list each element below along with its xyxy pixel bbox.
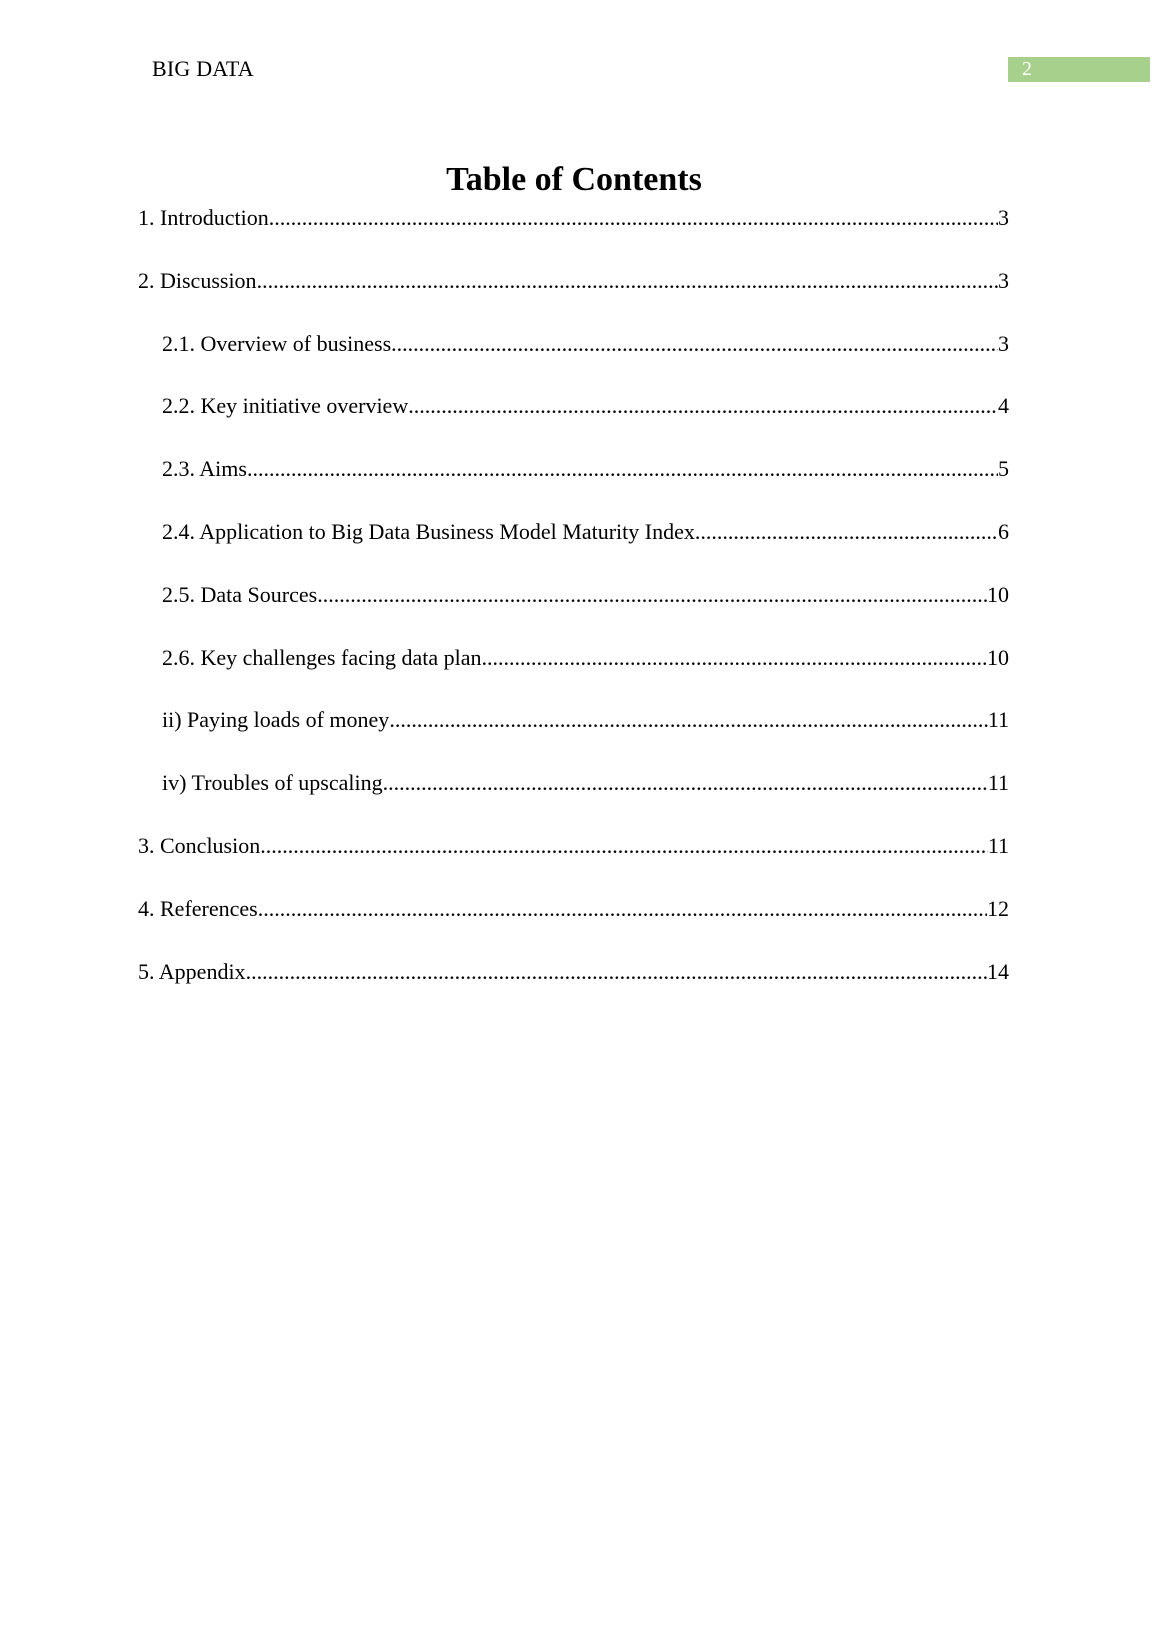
toc-dot-leader <box>383 768 988 798</box>
toc-dot-leader <box>269 203 998 233</box>
toc-entry-introduction[interactable] <box>138 203 1009 266</box>
toc-entry-label: iv) Troubles of upscaling <box>162 770 383 796</box>
toc-dot-leader <box>408 391 998 421</box>
toc-dot-leader <box>258 894 987 924</box>
toc-heading: Table of Contents <box>446 161 702 198</box>
toc-entry-label: 1. Introduction <box>138 205 269 230</box>
toc-entry-maturity-index[interactable] <box>138 517 1009 580</box>
toc-entry-label: ii) Paying loads of money <box>162 707 390 733</box>
toc-entry-page: 3 <box>998 205 1009 230</box>
toc-dot-leader <box>260 831 988 861</box>
toc-entry-key-challenges[interactable] <box>138 643 1009 706</box>
toc-entry-references[interactable] <box>138 894 1009 957</box>
toc-entry-label: 2.6. Key challenges facing data plan <box>162 644 482 670</box>
toc-entry-page: 3 <box>998 267 1009 293</box>
toc-entry-page: 12 <box>987 895 1009 921</box>
toc-entry-label: 2.2. Key initiative overview <box>162 393 409 419</box>
toc-entry-page: 11 <box>987 832 1009 858</box>
toc-entry-page: 11 <box>987 707 1009 733</box>
toc-dot-leader <box>389 705 988 735</box>
toc-entry-appendix[interactable] <box>138 957 1009 1020</box>
toc-entry-overview-of-business[interactable] <box>138 329 1009 392</box>
toc-list <box>138 203 1009 1019</box>
toc-entry-label: 3. Conclusion <box>138 832 261 858</box>
toc-entry-troubles-of-upscaling[interactable] <box>138 768 1009 831</box>
toc-dot-leader <box>317 580 987 610</box>
toc-entry-label: 4. References <box>138 895 258 921</box>
toc-entry-discussion[interactable] <box>138 266 1009 329</box>
toc-dot-leader <box>391 329 998 359</box>
toc-entry-label: 2.1. Overview of business <box>162 330 392 356</box>
toc-entry-page: 11 <box>987 770 1009 796</box>
toc-entry-label: 2.5. Data Sources <box>162 581 318 607</box>
toc-dot-leader <box>257 266 998 296</box>
toc-entry-label: 2.3. Aims <box>162 456 247 482</box>
toc-entry-page: 10 <box>987 581 1009 607</box>
toc-entry-page: 10 <box>987 644 1009 670</box>
toc-entry-aims[interactable] <box>138 454 1009 517</box>
toc-entry-page: 4 <box>998 393 1009 419</box>
toc-dot-leader <box>695 517 998 547</box>
running-header-title: BIG DATA <box>152 56 254 81</box>
toc-entry-label: 2. Discussion <box>138 267 257 293</box>
toc-entry-label: 2.4. Application to Big Data Business Model Maturity Index <box>162 518 695 544</box>
toc-entry-data-sources[interactable] <box>138 580 1009 643</box>
toc-entry-paying-loads-of-money[interactable] <box>138 705 1009 768</box>
page-number-badge: 2 <box>1008 57 1150 82</box>
toc-entry-page: 3 <box>998 330 1009 356</box>
toc-entry-page: 6 <box>998 518 1009 544</box>
toc-dot-leader <box>246 957 987 987</box>
toc-entry-page: 5 <box>998 456 1009 482</box>
toc-entry-page: 14 <box>987 958 1009 984</box>
toc-dot-leader <box>247 454 998 484</box>
toc-entry-label: 5. Appendix <box>138 958 246 984</box>
toc-dot-leader <box>481 643 987 673</box>
toc-entry-conclusion[interactable] <box>138 831 1009 894</box>
toc-entry-key-initiative-overview[interactable] <box>138 391 1009 454</box>
